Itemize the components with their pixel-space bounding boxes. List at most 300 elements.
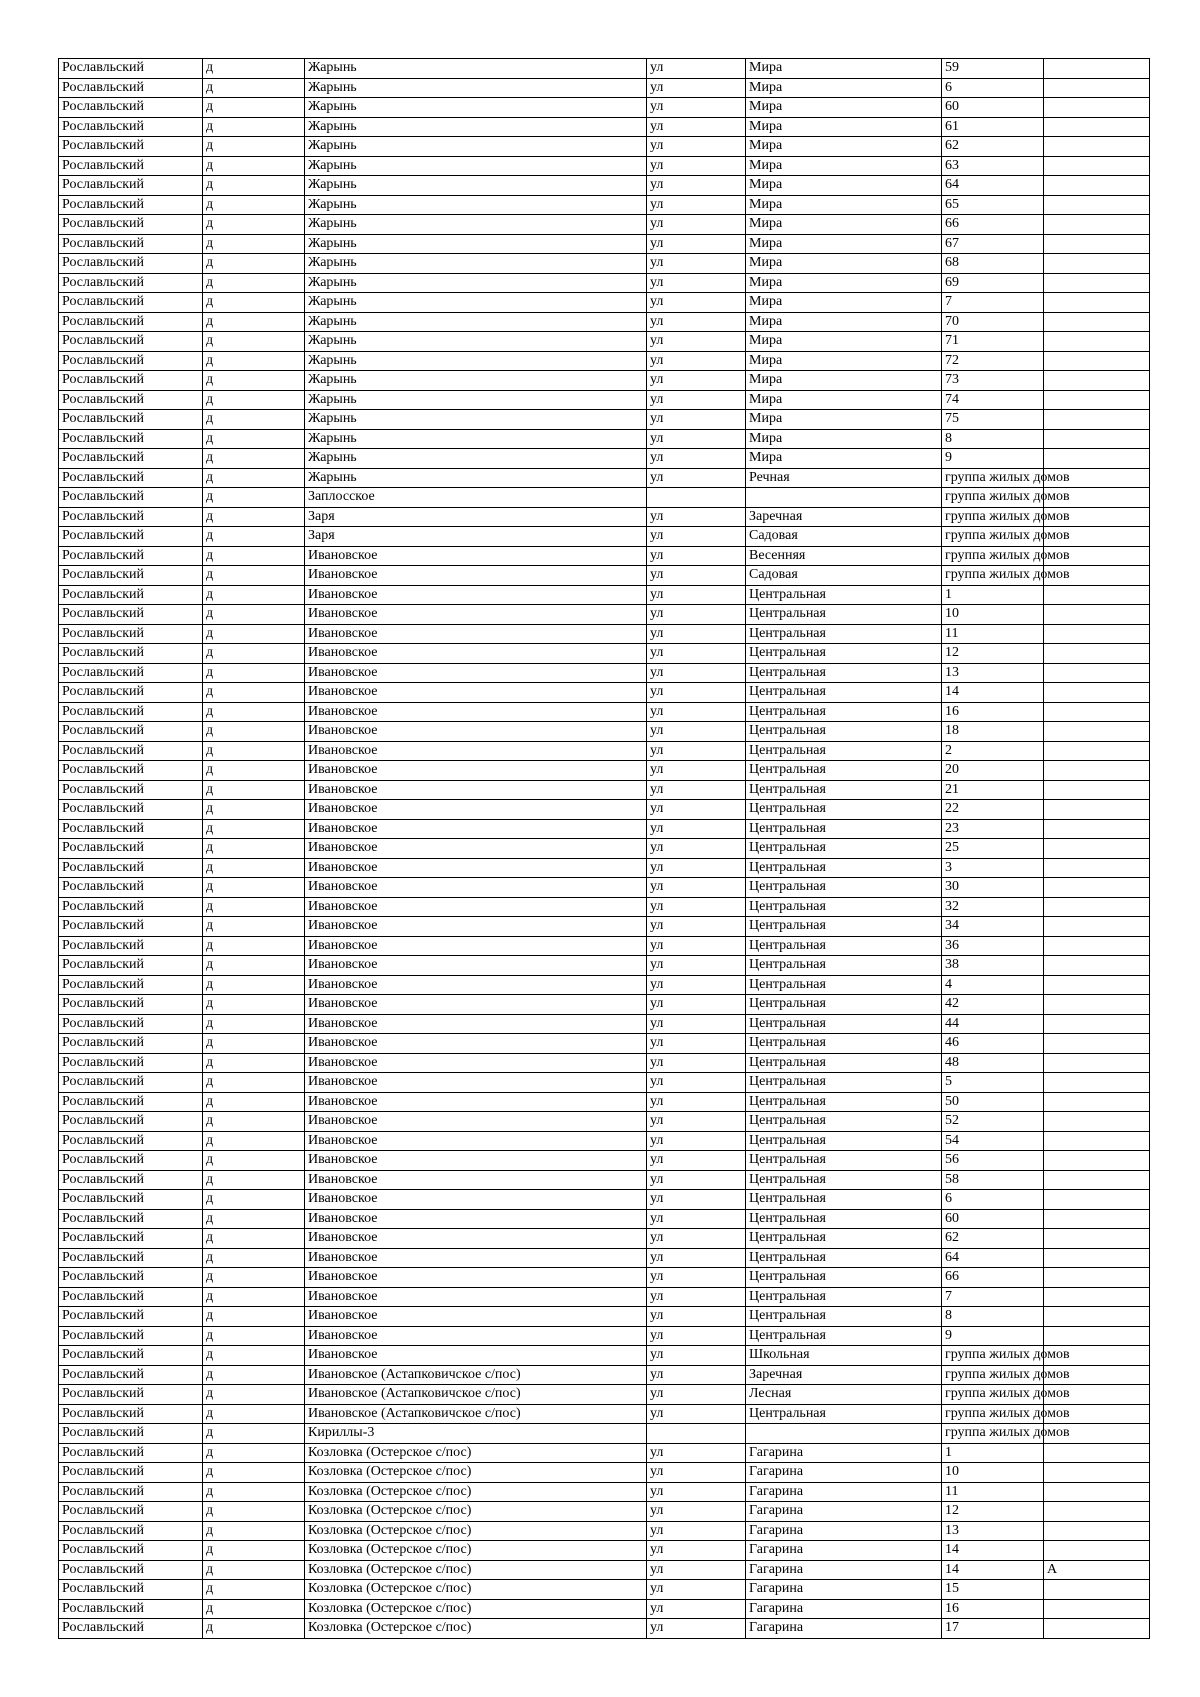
district-cell: Рославльский — [59, 1346, 203, 1366]
locality-name-cell: Заплосское — [305, 488, 647, 508]
street-name-cell: Мира — [746, 351, 942, 371]
building-suffix-cell — [1044, 1599, 1150, 1619]
locality-name-cell: Ивановское — [305, 878, 647, 898]
table-row — [59, 1190, 1150, 1210]
street-name-cell: Центральная — [746, 995, 942, 1015]
district-cell: Рославльский — [59, 176, 203, 196]
building-suffix-cell — [1044, 741, 1150, 761]
table-row — [59, 332, 1150, 352]
table-row — [59, 449, 1150, 469]
street-type-cell: ул — [647, 371, 746, 391]
house-number-cell: 10 — [942, 1463, 1044, 1483]
locality-type-cell: д — [203, 702, 305, 722]
house-number-cell: 4 — [942, 975, 1044, 995]
building-suffix-cell — [1044, 1502, 1150, 1522]
district-cell: Рославльский — [59, 1482, 203, 1502]
table-row — [59, 1112, 1150, 1132]
house-number-cell: 3 — [942, 858, 1044, 878]
house-number-cell: 34 — [942, 917, 1044, 937]
locality-type-cell: д — [203, 1092, 305, 1112]
street-type-cell: ул — [647, 1560, 746, 1580]
table-row — [59, 683, 1150, 703]
locality-name-cell: Жарынь — [305, 156, 647, 176]
district-cell: Рославльский — [59, 956, 203, 976]
house-number-cell: группа жилых домов — [942, 1424, 1044, 1444]
locality-type-cell: д — [203, 1248, 305, 1268]
locality-name-cell: Ивановское — [305, 897, 647, 917]
house-number-cell: 62 — [942, 1229, 1044, 1249]
locality-type-cell: д — [203, 1326, 305, 1346]
street-name-cell: Садовая — [746, 527, 942, 547]
house-number-cell: 59 — [942, 59, 1044, 79]
street-name-cell: Мира — [746, 176, 942, 196]
building-suffix-cell — [1044, 1521, 1150, 1541]
street-name-cell: Центральная — [746, 761, 942, 781]
district-cell: Рославльский — [59, 1014, 203, 1034]
street-name-cell: Центральная — [746, 780, 942, 800]
building-suffix-cell — [1044, 1248, 1150, 1268]
building-suffix-cell — [1044, 995, 1150, 1015]
building-suffix-cell — [1044, 878, 1150, 898]
district-cell: Рославльский — [59, 995, 203, 1015]
street-type-cell: ул — [647, 624, 746, 644]
district-cell: Рославльский — [59, 410, 203, 430]
street-name-cell: Центральная — [746, 1287, 942, 1307]
locality-type-cell: д — [203, 1151, 305, 1171]
locality-type-cell: д — [203, 858, 305, 878]
locality-type-cell: д — [203, 956, 305, 976]
locality-name-cell: Ивановское — [305, 605, 647, 625]
locality-type-cell: д — [203, 1560, 305, 1580]
locality-name-cell: Козловка (Остерское с/пос) — [305, 1541, 647, 1561]
house-number-cell: 75 — [942, 410, 1044, 430]
district-cell: Рославльский — [59, 722, 203, 742]
building-suffix-cell — [1044, 1209, 1150, 1229]
locality-type-cell: д — [203, 332, 305, 352]
house-number-cell: 65 — [942, 195, 1044, 215]
street-type-cell: ул — [647, 1599, 746, 1619]
locality-name-cell: Ивановское — [305, 819, 647, 839]
street-type-cell: ул — [647, 1151, 746, 1171]
building-suffix-cell — [1044, 117, 1150, 137]
locality-name-cell: Ивановское — [305, 1268, 647, 1288]
house-number-cell: 46 — [942, 1034, 1044, 1054]
district-cell: Рославльский — [59, 1443, 203, 1463]
locality-type-cell: д — [203, 1424, 305, 1444]
street-type-cell: ул — [647, 1365, 746, 1385]
locality-name-cell: Жарынь — [305, 371, 647, 391]
locality-name-cell: Ивановское — [305, 761, 647, 781]
house-number-cell: 2 — [942, 741, 1044, 761]
locality-name-cell: Ивановское — [305, 936, 647, 956]
building-suffix-cell — [1044, 1034, 1150, 1054]
district-cell: Рославльский — [59, 117, 203, 137]
building-suffix-cell — [1044, 78, 1150, 98]
street-type-cell: ул — [647, 722, 746, 742]
street-name-cell: Мира — [746, 234, 942, 254]
district-cell: Рославльский — [59, 1580, 203, 1600]
house-number-cell: 60 — [942, 1209, 1044, 1229]
locality-name-cell: Козловка (Остерское с/пос) — [305, 1560, 647, 1580]
street-type-cell: ул — [647, 449, 746, 469]
locality-type-cell: д — [203, 390, 305, 410]
locality-name-cell: Ивановское — [305, 624, 647, 644]
locality-name-cell: Ивановское — [305, 585, 647, 605]
house-number-cell: 38 — [942, 956, 1044, 976]
district-cell: Рославльский — [59, 1209, 203, 1229]
locality-type-cell: д — [203, 527, 305, 547]
building-suffix-cell — [1044, 1443, 1150, 1463]
locality-name-cell: Козловка (Остерское с/пос) — [305, 1482, 647, 1502]
locality-name-cell: Заря — [305, 507, 647, 527]
table-row — [59, 1307, 1150, 1327]
house-number-cell: 9 — [942, 449, 1044, 469]
street-name-cell: Мира — [746, 254, 942, 274]
street-type-cell: ул — [647, 644, 746, 664]
street-name-cell: Лесная — [746, 1385, 942, 1405]
street-type-cell — [647, 1424, 746, 1444]
locality-name-cell: Козловка (Остерское с/пос) — [305, 1619, 647, 1639]
locality-name-cell: Ивановское — [305, 839, 647, 859]
street-type-cell: ул — [647, 78, 746, 98]
district-cell: Рославльский — [59, 468, 203, 488]
locality-type-cell: д — [203, 1190, 305, 1210]
building-suffix-cell — [1044, 1014, 1150, 1034]
locality-type-cell: д — [203, 215, 305, 235]
building-suffix-cell — [1044, 1326, 1150, 1346]
house-number-cell: 17 — [942, 1619, 1044, 1639]
table-row — [59, 351, 1150, 371]
house-number-cell: 56 — [942, 1151, 1044, 1171]
locality-name-cell: Ивановское — [305, 1131, 647, 1151]
building-suffix-cell — [1044, 137, 1150, 157]
building-suffix-cell — [1044, 332, 1150, 352]
street-name-cell: Заречная — [746, 507, 942, 527]
house-number-cell: 69 — [942, 273, 1044, 293]
street-name-cell: Мира — [746, 215, 942, 235]
table-row — [59, 605, 1150, 625]
locality-name-cell: Ивановское — [305, 858, 647, 878]
house-number-cell: 72 — [942, 351, 1044, 371]
street-type-cell: ул — [647, 410, 746, 430]
locality-name-cell: Ивановское — [305, 975, 647, 995]
district-cell: Рославльский — [59, 1268, 203, 1288]
locality-type-cell: д — [203, 1112, 305, 1132]
locality-name-cell: Жарынь — [305, 254, 647, 274]
district-cell: Рославльский — [59, 371, 203, 391]
locality-name-cell: Жарынь — [305, 468, 647, 488]
district-cell: Рославльский — [59, 702, 203, 722]
street-type-cell: ул — [647, 1190, 746, 1210]
district-cell: Рославльский — [59, 488, 203, 508]
locality-type-cell: д — [203, 1170, 305, 1190]
street-name-cell: Центральная — [746, 644, 942, 664]
house-number-cell: 71 — [942, 332, 1044, 352]
house-number-cell: 8 — [942, 1307, 1044, 1327]
building-suffix-cell — [1044, 605, 1150, 625]
house-number-cell: 10 — [942, 605, 1044, 625]
locality-name-cell: Жарынь — [305, 117, 647, 137]
street-type-cell: ул — [647, 546, 746, 566]
street-type-cell: ул — [647, 176, 746, 196]
district-cell: Рославльский — [59, 234, 203, 254]
house-number-cell: 9 — [942, 1326, 1044, 1346]
house-number-cell: 23 — [942, 819, 1044, 839]
table-row — [59, 1170, 1150, 1190]
street-type-cell: ул — [647, 254, 746, 274]
district-cell: Рославльский — [59, 332, 203, 352]
table-row — [59, 1073, 1150, 1093]
street-type-cell: ул — [647, 605, 746, 625]
district-cell: Рославльский — [59, 507, 203, 527]
locality-type-cell: д — [203, 761, 305, 781]
table-row — [59, 917, 1150, 937]
table-row — [59, 410, 1150, 430]
locality-type-cell: д — [203, 1599, 305, 1619]
table-row — [59, 1404, 1150, 1424]
house-number-cell: 25 — [942, 839, 1044, 859]
locality-name-cell: Ивановское — [305, 1346, 647, 1366]
table-row — [59, 1599, 1150, 1619]
street-type-cell: ул — [647, 1209, 746, 1229]
locality-name-cell: Ивановское (Астапковичское с/пос) — [305, 1365, 647, 1385]
street-type-cell: ул — [647, 1248, 746, 1268]
house-number-cell: группа жилых домов — [942, 1404, 1044, 1424]
locality-type-cell: д — [203, 1404, 305, 1424]
house-number-cell: 13 — [942, 663, 1044, 683]
street-name-cell: Центральная — [746, 1014, 942, 1034]
locality-type-cell: д — [203, 605, 305, 625]
table-row — [59, 585, 1150, 605]
locality-type-cell: д — [203, 1073, 305, 1093]
locality-name-cell: Ивановское — [305, 644, 647, 664]
house-number-cell: 22 — [942, 800, 1044, 820]
house-number-cell: 52 — [942, 1112, 1044, 1132]
table-row — [59, 878, 1150, 898]
table-row — [59, 780, 1150, 800]
street-type-cell: ул — [647, 917, 746, 937]
building-suffix-cell — [1044, 195, 1150, 215]
district-cell: Рославльский — [59, 351, 203, 371]
locality-name-cell: Жарынь — [305, 273, 647, 293]
street-type-cell: ул — [647, 741, 746, 761]
locality-name-cell: Жарынь — [305, 215, 647, 235]
building-suffix-cell — [1044, 1190, 1150, 1210]
street-type-cell: ул — [647, 1287, 746, 1307]
building-suffix-cell — [1044, 761, 1150, 781]
street-type-cell: ул — [647, 780, 746, 800]
house-number-cell: 61 — [942, 117, 1044, 137]
street-name-cell: Мира — [746, 410, 942, 430]
building-suffix-cell — [1044, 312, 1150, 332]
locality-type-cell: д — [203, 312, 305, 332]
street-type-cell: ул — [647, 429, 746, 449]
house-number-cell: 7 — [942, 293, 1044, 313]
house-number-cell: 64 — [942, 176, 1044, 196]
locality-type-cell: д — [203, 429, 305, 449]
table-row — [59, 1014, 1150, 1034]
street-name-cell: Гагарина — [746, 1619, 942, 1639]
house-number-cell: 66 — [942, 215, 1044, 235]
locality-type-cell: д — [203, 624, 305, 644]
district-cell: Рославльский — [59, 1190, 203, 1210]
locality-name-cell: Козловка (Остерское с/пос) — [305, 1580, 647, 1600]
building-suffix-cell — [1044, 1092, 1150, 1112]
district-cell: Рославльский — [59, 800, 203, 820]
street-type-cell: ул — [647, 897, 746, 917]
street-type-cell: ул — [647, 566, 746, 586]
house-number-cell: 18 — [942, 722, 1044, 742]
street-name-cell: Гагарина — [746, 1541, 942, 1561]
locality-type-cell: д — [203, 566, 305, 586]
street-type-cell: ул — [647, 956, 746, 976]
building-suffix-cell — [1044, 585, 1150, 605]
street-type-cell: ул — [647, 59, 746, 79]
locality-name-cell: Ивановское — [305, 546, 647, 566]
table-row — [59, 1346, 1150, 1366]
building-suffix-cell — [1044, 819, 1150, 839]
street-type-cell: ул — [647, 1346, 746, 1366]
district-cell: Рославльский — [59, 1404, 203, 1424]
locality-name-cell: Жарынь — [305, 98, 647, 118]
table-row — [59, 1541, 1150, 1561]
district-cell: Рославльский — [59, 605, 203, 625]
house-number-cell: 67 — [942, 234, 1044, 254]
district-cell: Рославльский — [59, 1521, 203, 1541]
building-suffix-cell — [1044, 254, 1150, 274]
table-row — [59, 995, 1150, 1015]
street-type-cell: ул — [647, 1092, 746, 1112]
street-name-cell: Мира — [746, 98, 942, 118]
street-type-cell: ул — [647, 234, 746, 254]
street-name-cell: Центральная — [746, 858, 942, 878]
building-suffix-cell — [1044, 780, 1150, 800]
district-cell: Рославльский — [59, 1131, 203, 1151]
table-row — [59, 1326, 1150, 1346]
street-type-cell: ул — [647, 585, 746, 605]
locality-name-cell: Жарынь — [305, 429, 647, 449]
locality-type-cell: д — [203, 819, 305, 839]
street-name-cell — [746, 488, 942, 508]
table-row — [59, 117, 1150, 137]
district-cell: Рославльский — [59, 1229, 203, 1249]
house-number-cell: 54 — [942, 1131, 1044, 1151]
address-table-body — [59, 59, 1150, 1639]
street-name-cell: Мира — [746, 117, 942, 137]
table-row — [59, 273, 1150, 293]
locality-name-cell: Жарынь — [305, 332, 647, 352]
street-name-cell: Гагарина — [746, 1463, 942, 1483]
table-row — [59, 566, 1150, 586]
district-cell: Рославльский — [59, 1112, 203, 1132]
district-cell: Рославльский — [59, 546, 203, 566]
street-name-cell: Мира — [746, 390, 942, 410]
table-row — [59, 1424, 1150, 1444]
locality-name-cell: Ивановское — [305, 1112, 647, 1132]
house-number-cell: 14 — [942, 1560, 1044, 1580]
street-name-cell: Центральная — [746, 1170, 942, 1190]
table-row — [59, 527, 1150, 547]
table-row — [59, 137, 1150, 157]
locality-name-cell: Козловка (Остерское с/пос) — [305, 1502, 647, 1522]
street-type-cell: ул — [647, 702, 746, 722]
house-number-cell: 13 — [942, 1521, 1044, 1541]
building-suffix-cell — [1044, 897, 1150, 917]
locality-name-cell: Ивановское — [305, 1229, 647, 1249]
building-suffix-cell — [1044, 293, 1150, 313]
building-suffix-cell — [1044, 1131, 1150, 1151]
street-name-cell: Мира — [746, 195, 942, 215]
street-type-cell: ул — [647, 98, 746, 118]
house-number-cell: 7 — [942, 1287, 1044, 1307]
locality-name-cell: Ивановское — [305, 780, 647, 800]
locality-type-cell: д — [203, 507, 305, 527]
locality-name-cell: Ивановское — [305, 995, 647, 1015]
street-type-cell: ул — [647, 1619, 746, 1639]
locality-type-cell: д — [203, 936, 305, 956]
street-name-cell: Центральная — [746, 741, 942, 761]
building-suffix-cell — [1044, 234, 1150, 254]
locality-type-cell: д — [203, 195, 305, 215]
building-suffix-cell — [1044, 663, 1150, 683]
address-table — [58, 58, 1150, 1639]
building-suffix-cell — [1044, 1112, 1150, 1132]
street-name-cell: Центральная — [746, 683, 942, 703]
house-number-cell: группа жилых домов — [942, 1346, 1044, 1366]
house-number-cell: 73 — [942, 371, 1044, 391]
street-name-cell: Гагарина — [746, 1560, 942, 1580]
house-number-cell: 32 — [942, 897, 1044, 917]
district-cell: Рославльский — [59, 137, 203, 157]
locality-name-cell: Ивановское — [305, 956, 647, 976]
locality-type-cell: д — [203, 488, 305, 508]
street-type-cell: ул — [647, 975, 746, 995]
locality-type-cell: д — [203, 800, 305, 820]
locality-name-cell: Ивановское — [305, 1053, 647, 1073]
district-cell: Рославльский — [59, 839, 203, 859]
street-type-cell: ул — [647, 683, 746, 703]
street-name-cell: Центральная — [746, 1268, 942, 1288]
street-name-cell: Центральная — [746, 839, 942, 859]
locality-type-cell: д — [203, 1053, 305, 1073]
locality-name-cell: Ивановское — [305, 722, 647, 742]
street-name-cell: Гагарина — [746, 1599, 942, 1619]
street-name-cell: Садовая — [746, 566, 942, 586]
table-row — [59, 195, 1150, 215]
locality-type-cell: д — [203, 98, 305, 118]
district-cell: Рославльский — [59, 1560, 203, 1580]
street-name-cell: Мира — [746, 156, 942, 176]
street-type-cell: ул — [647, 800, 746, 820]
table-row — [59, 1131, 1150, 1151]
street-type-cell — [647, 488, 746, 508]
building-suffix-cell — [1044, 722, 1150, 742]
table-row — [59, 722, 1150, 742]
table-row — [59, 78, 1150, 98]
street-type-cell: ул — [647, 995, 746, 1015]
locality-type-cell: д — [203, 468, 305, 488]
district-cell: Рославльский — [59, 975, 203, 995]
street-type-cell: ул — [647, 1053, 746, 1073]
street-name-cell: Центральная — [746, 917, 942, 937]
locality-type-cell: д — [203, 449, 305, 469]
locality-name-cell: Жарынь — [305, 195, 647, 215]
house-number-cell: 36 — [942, 936, 1044, 956]
street-name-cell: Центральная — [746, 1053, 942, 1073]
street-type-cell: ул — [647, 663, 746, 683]
table-row — [59, 1385, 1150, 1405]
district-cell: Рославльский — [59, 1619, 203, 1639]
